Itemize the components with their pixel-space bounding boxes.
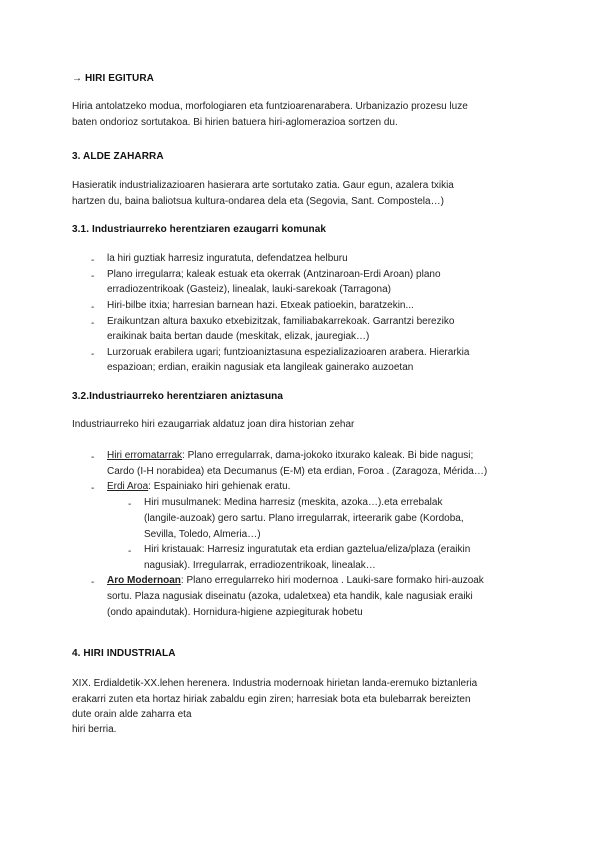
sublist-item-line: Sevilla, Toledo, Almeria…) <box>144 529 261 540</box>
heading-komunak: 3.1. Industriaurreko herentziaren ezaugarri komunak <box>72 224 327 235</box>
list-item-line: eraikinak baita bertan daude (meskitak, elizak, jauregiak…) <box>107 331 370 342</box>
list-item-line: espazioan; erdian, eraikin nagusiak eta langileak gainerako auzoetan <box>107 362 414 373</box>
list-item-line: la hiri guztiak harresiz inguratuta, defendatzea helburu <box>107 253 348 264</box>
term-description: : Plano erregularrak, dama-jokoko itxurako kaleak. Bi bide nagusi; <box>182 450 474 461</box>
bullet-dash: - <box>91 318 95 329</box>
heading-alde-zaharra: 3. ALDE ZAHARRA <box>72 151 164 162</box>
bullet-dash: - <box>91 349 95 360</box>
list-item-line: Eraikuntzan altura baxuko etxebizitzak, familiabakarrekoak. Garrantzi bereziko <box>107 316 455 327</box>
list-item-line: Plano irregularra; kaleak estuak eta okerrak (Antzinaroan-Erdi Aroan) plano <box>107 269 441 280</box>
paragraph-line: Hasieratik industrializazioaren hasierara arte sortutako zatia. Gaur egun, azalera txikia <box>72 180 454 191</box>
bullet-dash: - <box>128 546 132 557</box>
bullet-dash: - <box>128 499 132 510</box>
paragraph-line: erakarri zuten eta hortaz hiriak zabaldu egin ziren; harresiak bota eta bulebarrak bereizten <box>72 694 471 705</box>
bullet-dash: - <box>91 452 95 463</box>
sublist-item-line: (langile-auzoak) gero sartu. Plano irregularrak, irteerarik gabe (Kordoba, <box>144 513 464 524</box>
sublist-item-line: Hiri kristauak: Harresiz inguratutak eta erdian gaztelua/eliza/plaza (eraikin <box>144 544 471 555</box>
heading-aniztasuna: 3.2.Industriaurreko herentziaren aniztasuna <box>72 391 284 402</box>
list-item-line <box>107 479 290 495</box>
paragraph-line: baten ondorioz sortutakoa. Bi hirien batuera hiri-aglomerazioa sortzen du. <box>72 117 398 128</box>
list-item-line <box>107 448 473 464</box>
paragraph-line: Hiria antolatzeko modua, morfologiaren eta funtzioarenarabera. Urbanizazio prozesu luze <box>72 101 468 112</box>
list-item-line: (ondo apaindutak). Hornidura-higiene azpiegiturak hobetu <box>107 607 363 618</box>
term-erdi-aroa: Erdi Aroa <box>107 481 149 492</box>
paragraph-line: dute orain alde zaharra eta <box>72 709 192 720</box>
sublist-item-line: Hiri musulmanek: Medina harresiz (meskita, azoka…).eta errebalak <box>144 497 443 508</box>
bullet-dash: - <box>91 483 95 494</box>
list-item-line <box>107 573 484 589</box>
bullet-dash: - <box>91 271 95 282</box>
term-hiri-erromatarrak: Hiri erromatarrak <box>107 450 183 461</box>
term-description: : Plano erregularreko hiri modernoa . Lauki-sare formako hiri-auzoak <box>180 575 484 586</box>
bullet-dash: - <box>91 255 95 266</box>
bullet-dash: - <box>91 577 95 588</box>
heading-hiri-egitura: → HIRI EGITURA <box>72 73 154 84</box>
term-description: : Espainiako hiri gehienak eratu. <box>148 481 291 492</box>
bullet-dash: - <box>91 302 95 313</box>
sublist-item-line: nagusiak). Irregularrak, erradiozentrikoak, linealak… <box>144 560 376 571</box>
list-item-line: Lurzoruak erabilera ugari; funtzioaniztasuna espezializazioaren arabera. Hierarkia <box>107 347 470 358</box>
list-item-line: erradiozentrikoak (Gasteiz), linealak, lauki-sarekoak (Tarragona) <box>107 284 392 295</box>
paragraph-line: XIX. Erdialdetik-XX.lehen herenera. Industria modernoak hirietan landa-eremuko biztanleria <box>72 678 478 689</box>
paragraph-line: hiri berria. <box>72 724 117 735</box>
paragraph-line: hartzen du, baina baliotsua kultura-ondarea dela eta (Segovia, Sant. Compostela…) <box>72 196 444 207</box>
term-aro-modernoan: Aro Modernoan <box>107 575 181 586</box>
heading-hiri-industriala: 4. HIRI INDUSTRIALA <box>72 648 176 659</box>
list-item-line: Hiri-bilbe itxia; harresian barnean hazi. Etxeak patioekin, baratzekin... <box>107 300 414 311</box>
paragraph-line: Industriaurreko hiri ezaugarriak aldatuz joan dira historian zehar <box>72 419 355 430</box>
list-item-line: sortu. Plaza nagusiak diseinatu (azoka, udaletxea) eta handik, kale nagusiak eraiki <box>107 591 473 602</box>
list-item-line: Cardo (I-H norabidea) eta Decumanus (E-M) eta erdian, Foroa . (Zaragoza, Mérida…) <box>107 466 488 477</box>
